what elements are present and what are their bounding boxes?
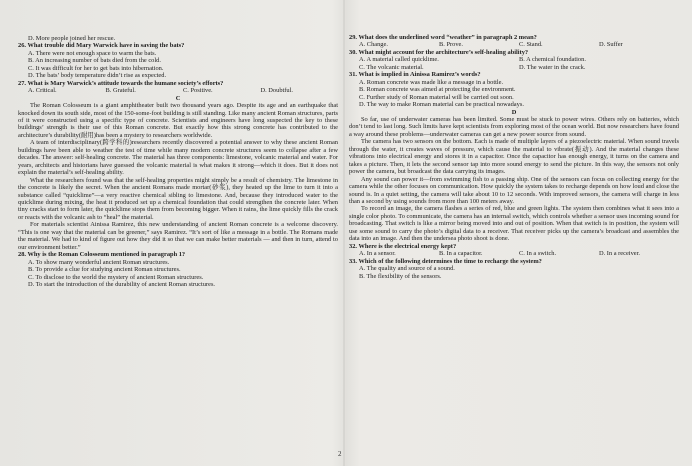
q26-option-d: D. The bats’ body temperature didn’t rise as expected. [28, 72, 167, 80]
question-26-options [28, 50, 338, 80]
page-number: 2 [338, 450, 342, 458]
q27-option-d: D. Doubtful. [260, 87, 293, 95]
q27-option-c: C. Positive. [183, 87, 213, 95]
q33-option-b: B. The flexibility of the sensors. [359, 272, 442, 280]
question-30-options [359, 56, 679, 71]
q32-option-b: B. In a capacitor. [439, 250, 483, 258]
passage-d-paragraph-3: Any sound can power it—from swimming fish to a passing ship. One of the sensors can focus on collecting energy for the camera while the other focuses on communication. How quickly the system takes to recharge depends on how loud and close the sound is. In a quiet setting, the camera will take about 10 to 12 seconds. With improved sensors, the camera will charge in less than a second by using sounds from more than 100 meters away. [349, 175, 679, 205]
passage-c-paragraph-4: For materials scientist Ainissa Ramirez, this new understanding of ancient Roman concrete is a welcome discovery. “This is one way that the material can be greener,” says Ramirez. “It’s sort of like a message in a bottle. The Romans made the material. We had to kind of figure out how they did it so that we can make better materials — and then in turn, attend to our environment better.” [18, 221, 338, 251]
q28-option-d: D. To start the introduction of the durability of ancient Roman structures. [28, 280, 216, 288]
passage-c-paragraph-2: A team of interdisciplinary(跨学科的)researchers recently discovered a potential answer to why these ancient Roman buildings have been able to weather the test of time while many modern concrete structures seem to collapse after a few decades. The answer: self-healing concrete. The material has three components: limestone, volcanic material and water. For years, architects and historians have guessed the volcanic material is what makes it strong—which it does. But it does not explain the material’s self-healing ability. [18, 139, 338, 177]
question-33-options [359, 265, 679, 280]
q29-option-d: D. Suffer [599, 41, 623, 49]
q25-option-d: D. More people joined her rescue. [28, 35, 116, 42]
q28-option-c: C. To disclose to the world the mystery of ancient Roman structures. [28, 273, 204, 281]
q31-option-a: A. Roman concrete was made like a message in a bottle. [359, 78, 504, 86]
q29-option-c: C. Stand. [519, 41, 543, 49]
q32-option-d: D. In a receiver. [599, 250, 640, 258]
q30-option-d: D. The water in the crack. [519, 63, 586, 71]
question-33: 33. Which of the following determines the time to recharge the system? [349, 257, 542, 265]
q26-option-c: C. It was difficult for her to get bats into hibernation. [28, 64, 164, 72]
question-30: 30. What might account for the architecture’s self-healing ability? [349, 48, 529, 56]
question-28: 28. Why is the Roman Colosseum mentioned in paragraph 1? [18, 251, 186, 259]
section-d-heading: D [511, 108, 517, 116]
q32-option-a: A. In a sensor. [359, 250, 396, 258]
question-27: 27. What is Mary Warwick’s attitude towards the humane society’s efforts? [18, 79, 224, 87]
q30-option-a: A. A material called quicklime. [359, 56, 439, 64]
q29-option-a: A. Change. [359, 41, 388, 49]
q26-option-b: B. An increasing number of bats died from the cold. [28, 57, 161, 65]
q32-option-c: C. In a switch. [519, 250, 557, 258]
passage-d-paragraph-4: To record an image, the camera flashes a series of red, blue and green lights. The system then combines what it sees into a single color photo. To communicate, the camera has an internal switch, which controls whether a sensor uses incoming sound for broadcasting. That switch is like a mirror being moved into and out of position. When that switch is in position, the system will use some sound to carry the photo’s digital data to a receiver. That receiver picks up the camera’s broadcast and assembles the data into an image. And then the undersea photo shoot is done. [349, 205, 679, 243]
question-29-options [359, 41, 679, 48]
q33-option-a: A. The quality and source of a sound. [359, 265, 455, 273]
q29-option-b: B. Prove. [439, 41, 463, 49]
question-28-options [28, 259, 338, 289]
question-32: 32. Where is the electrical energy kept? [349, 242, 457, 250]
q31-option-c: C. Further study of Roman material will be carried out soon. [359, 93, 514, 101]
question-27-options [28, 87, 338, 94]
question-26: 26. What trouble did Mary Warwick have in saving the bats? [18, 42, 185, 50]
left-column [18, 0, 338, 466]
question-29: 29. What does the underlined word “weather” in paragraph 2 mean? [349, 34, 537, 41]
passage-c-paragraph-1: The Roman Colosseum is a giant amphitheater built two thousand years ago. Despite its age and an earthquake that knocked down its south side, most of the 150-some-foot building is still standing. Like many ancient Roman structures, parts of it were constructed using a specific type of concrete. Scientists and engineers have long suspected the key to these buildings’ strength is their use of this Roman concrete. But exactly how this strong concrete has contributed to the architecture’s durability(耐用)has been a mystery to researchers worldwide. [18, 102, 338, 139]
right-column [349, 0, 679, 466]
q30-option-b: B. A chemical foundation. [519, 56, 586, 64]
question-31: 31. What is implied in Ainissa Ramirez’s words? [349, 71, 481, 79]
passage-c-paragraph-3: What the researchers found was that the self-healing properties might simply be a result of chemistry. The limestone in the concrete is likely the secret. When the ancient Romans made mortar(砂浆), they heated up the lime to turn it into a substance called “quicklime”—a very reactive chemical sibling to limestone. And, because they introduced water to the quicklime during mixing, the heat it produced set up a chemical foundation that could strengthen the concrete later. When tiny cracks start to form later, the quicklime stops them from becoming bigger. When it rains, the lime quickly fills the crack or reacts with the volcanic ash to “heal” the material. [18, 176, 338, 221]
q31-option-b: B. Roman concrete was aimed at protecting the environment. [359, 86, 516, 94]
section-c-heading: C [175, 94, 181, 102]
passage-d-paragraph-2: The camera has two sensors on the bottom. Each is made of multiple layers of a piezoelectric material. When sound travels through the water, it creates waves of pressure, which cause the material to vibrate(振动). And the material changes these vibrations into electrical energy and stores it in a capacitor. Once the capacitor has enough energy, it turns on the camera and takes a picture. Then, it lets the second sensor tap into more sound energy to send the picture. In this way, the sensors not only power the camera, but broadcast the data carrying its images. [349, 138, 679, 176]
q28-option-a: A. To show many wonderful ancient Roman structures. [28, 258, 170, 266]
page-fold [343, 0, 345, 466]
question-32-options [359, 250, 679, 257]
q26-option-a: A. There were not enough space to warm the bats. [28, 49, 157, 57]
q31-option-d: D. The way to make Roman material can be practical nowadays. [359, 101, 524, 109]
q27-option-b: B. Grateful. [105, 87, 136, 95]
q30-option-c: C. The volcanic material. [359, 63, 424, 71]
question-31-options [359, 79, 679, 109]
q27-option-a: A. Critical. [28, 87, 57, 95]
q28-option-b: B. To provide a clue for studying ancient Roman structures. [28, 266, 181, 274]
passage-d-paragraph-1: So far, use of underwater cameras has been limited. Some must be stuck to power wires. Others rely on batteries, which don’t tend to last long. Such limits have kept scientists from exploring most of the ocean world. But now researchers have found a way around these problems—underwater cameras can get a new power source from sound. [349, 115, 679, 138]
